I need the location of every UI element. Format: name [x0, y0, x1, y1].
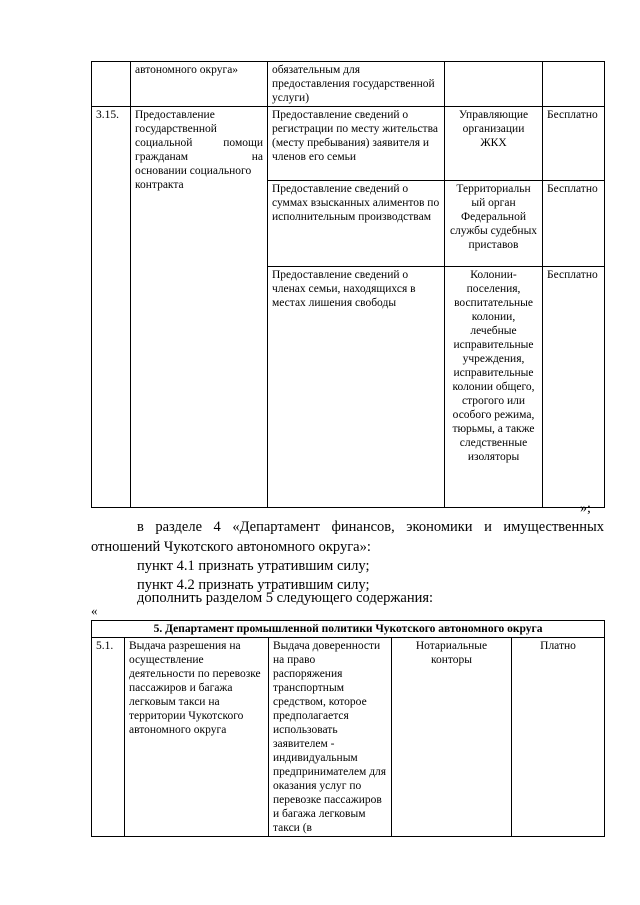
organization-cell: Нотариальные конторы: [392, 638, 512, 837]
required-service-cell: Предоставление сведений о членах семьи, находящихся в местах лишения свободы: [268, 267, 445, 508]
paragraph-item-4-1: пункт 4.1 признать утратившим силу;: [137, 558, 370, 574]
required-service-cell: Выдача доверенности на право распоряжения транспортным средством, которое предполагается использовать заявителем - индивидуальным предпринимателем для оказания услуг по перевозке пассажиров и багажа легковым такси (в: [269, 638, 392, 837]
required-service-cell: обязательным для предоставления государственной услуги): [268, 62, 445, 107]
service-name-cell: Предоставление государственной социальной помощи гражданам на основании социального контракта: [131, 107, 268, 508]
service-name-cell: автономного округа»: [131, 62, 268, 107]
paragraph-add-section-5: дополнить разделом 5 следующего содержания:: [137, 590, 434, 606]
opening-quote: «: [91, 603, 98, 618]
row-number-cell: 5.1.: [92, 638, 125, 837]
table-row: [92, 62, 605, 107]
organization-cell: Территориальн ый орган Федеральной службы судебных приставов: [445, 181, 543, 267]
table-header-row: [92, 621, 605, 638]
fee-cell: Платно: [512, 638, 605, 837]
paragraph-item-4-2: пункт 4.2 признать утратившим силу;: [137, 577, 370, 593]
section-header: 5. Департамент промышленной политики Чукотского автономного округа: [92, 621, 605, 638]
row-number-cell: 3.15.: [92, 107, 131, 508]
services-table-section-5: [91, 620, 605, 837]
service-name-cell: Выдача разрешения на осуществление деятельности по перевозке пассажиров и багажа легковым такси на территории Чукотского автономного округа: [125, 638, 269, 837]
fee-cell: Бесплатно: [543, 107, 605, 181]
required-service-cell: Предоставление сведений о регистрации по месту жительства (месту пребывания) заявителя и членов его семьи: [268, 107, 445, 181]
paragraph-section-4: в разделе 4 «Департамент финансов, экономики и имущественных: [137, 519, 604, 535]
paragraph-section-4-cont: отношений Чукотского автономного округа»:: [91, 539, 371, 555]
organization-cell: Колонии-поселения, воспитательные колонии, лечебные исправительные учреждения, исправительные колонии общего, строгого или особого режима, тюрьмы, а также следственные изоляторы: [445, 267, 543, 508]
organization-cell: Управляющие организации ЖКХ: [445, 107, 543, 181]
table-row: [92, 107, 605, 181]
fee-cell: Бесплатно: [543, 267, 605, 508]
required-service-cell: Предоставление сведений о суммах взысканных алиментов по исполнительным производствам: [268, 181, 445, 267]
services-table-section-3: [91, 61, 605, 508]
table-row: [92, 638, 605, 837]
closing-quote: »;: [580, 501, 591, 516]
fee-cell: Бесплатно: [543, 181, 605, 267]
